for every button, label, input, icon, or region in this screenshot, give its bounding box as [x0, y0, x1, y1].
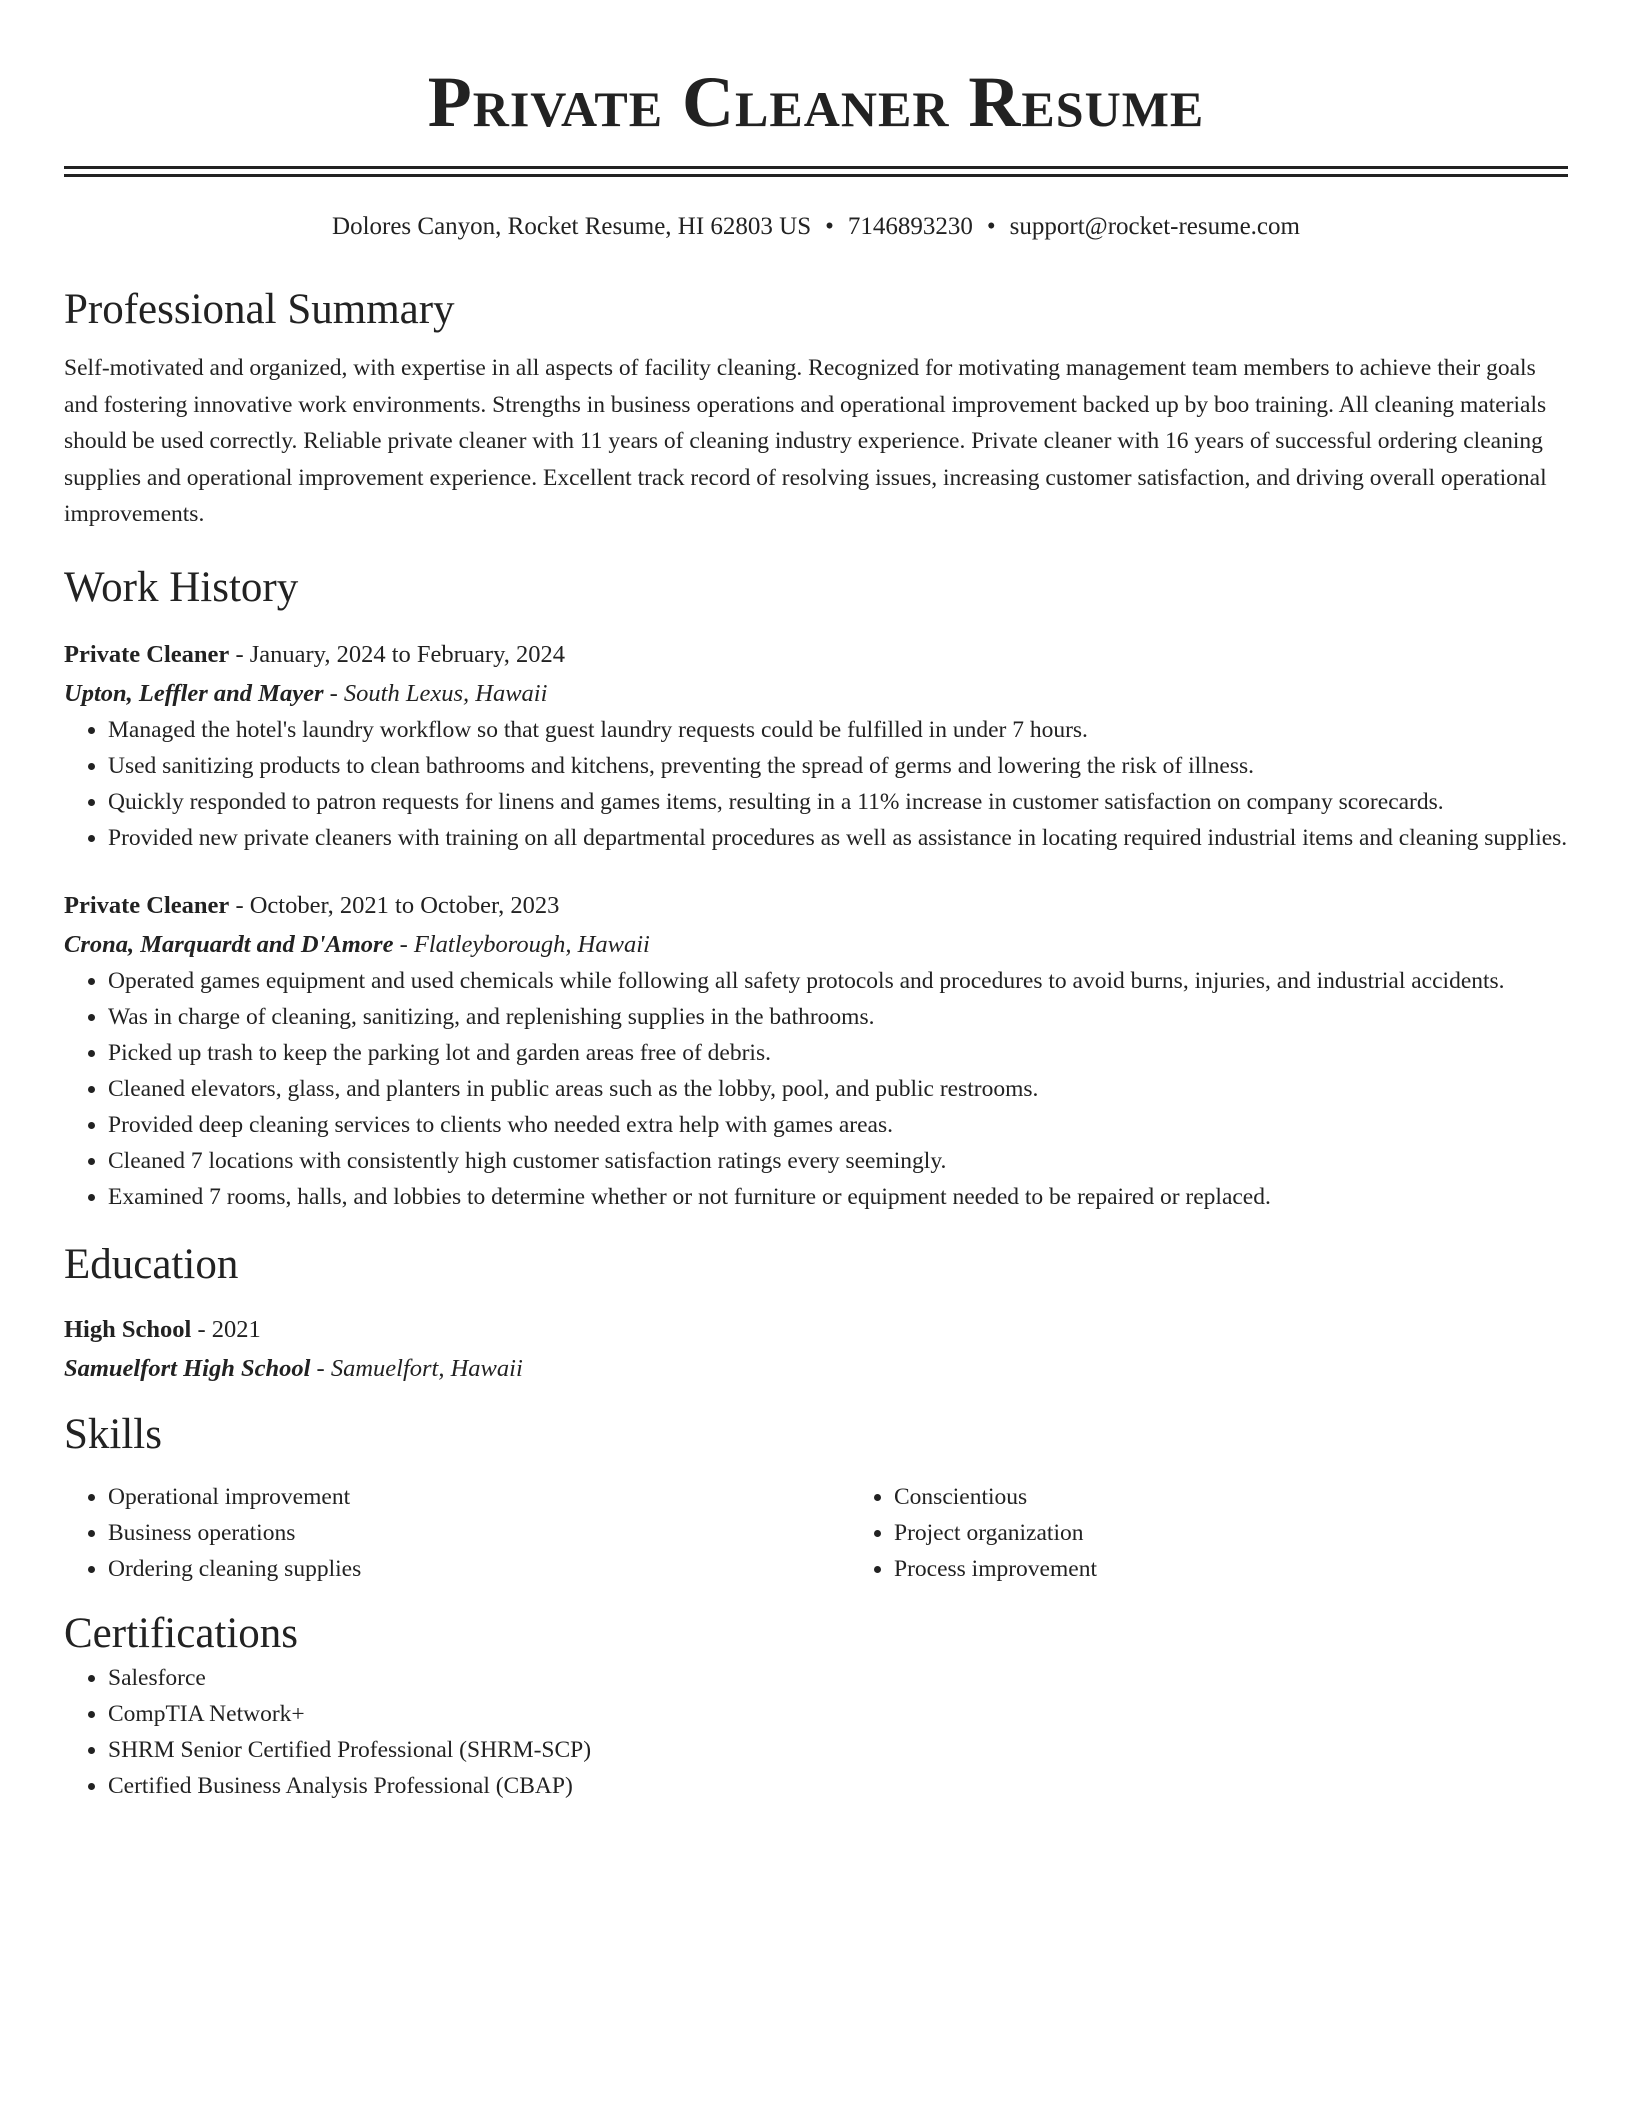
list-item: • Certified Business Analysis Professional (CBAP) [108, 1768, 1568, 1804]
list-item: • Operated games equipment and used chemicals while following all safety protocols and procedures to avoid burns, injuries, and industrial accidents. [108, 963, 1568, 999]
job-bullet-list [64, 712, 1568, 856]
skills-grid [64, 1479, 1568, 1587]
list-item: • Salesforce [108, 1660, 1568, 1696]
page-title: Private Cleaner Resume [427, 62, 1205, 142]
job-dates: - October, 2021 to October, 2023 [229, 891, 560, 919]
contact-separator: • [986, 213, 996, 240]
list-item: • Conscientious [894, 1479, 1632, 1515]
job-title: Private Cleaner [64, 891, 230, 919]
list-item: • Cleaned elevators, glass, and planters in public areas such as the lobby, pool, and public restrooms. [108, 1071, 1568, 1107]
list-item: • Quickly responded to patron requests for linens and games items, resulting in a 11% increase in customer satisfaction on company scorecards. [108, 784, 1568, 820]
list-item: • Ordering cleaning supplies [108, 1551, 850, 1587]
list-item: • SHRM Senior Certified Professional (SHRM-SCP) [108, 1732, 1568, 1768]
skills-list-right [850, 1479, 1632, 1587]
summary-text: Self-motivated and organized, with expertise in all aspects of facility cleaning. Recognized for motivating management team members to achieve their goals and fostering innovative work environments. Strengths in business operations and operational improvement backed up by boo training. All cleaning materials should be used correctly. Reliable private cleaner with 11 years of cleaning industry experience. Private cleaner with 16 years of successful ordering cleaning supplies and operational improvement experience. Excellent track record of resolving issues, increasing customer satisfaction, and driving overall operational improvements. [64, 355, 1547, 527]
job-dates: - January, 2024 to February, 2024 [229, 640, 565, 668]
job-company-line [64, 676, 1568, 712]
list-item: • Business operations [108, 1515, 850, 1551]
job-title-line [64, 637, 1568, 673]
list-item: • Project organization [894, 1515, 1632, 1551]
education-school: Samuelfort High School [64, 1354, 311, 1382]
section-heading-education: Education [64, 1240, 239, 1288]
list-item: • Was in charge of cleaning, sanitizing, and replenishing supplies in the bathrooms. [108, 999, 1568, 1035]
list-item: • Examined 7 rooms, halls, and lobbies to determine whether or not furniture or equipment needed to be repaired or replaced. [108, 1179, 1568, 1215]
certifications-list [64, 1660, 1568, 1804]
education-school-line [64, 1351, 1568, 1387]
list-item: • Picked up trash to keep the parking lot and garden areas free of debris. [108, 1035, 1568, 1071]
section-heading-summary: Professional Summary [64, 286, 455, 333]
section-heading-certifications: Certifications [64, 1609, 299, 1657]
list-item: • CompTIA Network+ [108, 1696, 1568, 1732]
job-location: - South Lexus, Hawaii [323, 679, 548, 707]
title-divider-bottom [64, 174, 1568, 177]
title-divider-top [64, 166, 1568, 169]
education-location: - Samuelfort, Hawaii [310, 1354, 523, 1382]
section-heading-skills: Skills [64, 1410, 162, 1458]
job-title-line [64, 888, 1568, 924]
skills-list-left [64, 1479, 850, 1587]
contact-line [64, 211, 1568, 243]
contact-address: Dolores Canyon, Rocket Resume, HI 62803 US [332, 213, 812, 240]
education-year: - 2021 [191, 1315, 261, 1343]
list-item: • Provided deep cleaning services to clients who needed extra help with games areas. [108, 1107, 1568, 1143]
contact-separator: • [825, 213, 834, 240]
list-item: • Operational improvement [108, 1479, 850, 1515]
list-item: • Provided new private cleaners with training on all departmental procedures as well as assistance in locating required industrial items and cleaning supplies. [108, 820, 1568, 856]
list-item: • Used sanitizing products to clean bathrooms and kitchens, preventing the spread of germs and lowering the risk of illness. [108, 748, 1568, 784]
job-company: Crona, Marquardt and D'Amore [64, 930, 394, 958]
list-item: • Managed the hotel's laundry workflow so that guest laundry requests could be fulfilled in under 7 hours. [108, 712, 1568, 748]
section-heading-work-history: Work History [64, 563, 299, 611]
job-location: - Flatleyborough, Hawaii [393, 930, 650, 958]
job-company: Upton, Leffler and Mayer [64, 679, 324, 707]
contact-email: support@rocket-resume.com [1009, 213, 1300, 240]
job-bullet-list [64, 963, 1568, 1215]
contact-phone: 7146893230 [847, 213, 973, 240]
list-item: • Process improvement [894, 1551, 1632, 1587]
job-company-line [64, 927, 1568, 963]
job-title: Private Cleaner [64, 640, 230, 668]
education-degree-line [64, 1312, 1568, 1348]
list-item: • Cleaned 7 locations with consistently high customer satisfaction ratings every seemingly. [108, 1143, 1568, 1179]
education-degree: High School [64, 1315, 192, 1343]
